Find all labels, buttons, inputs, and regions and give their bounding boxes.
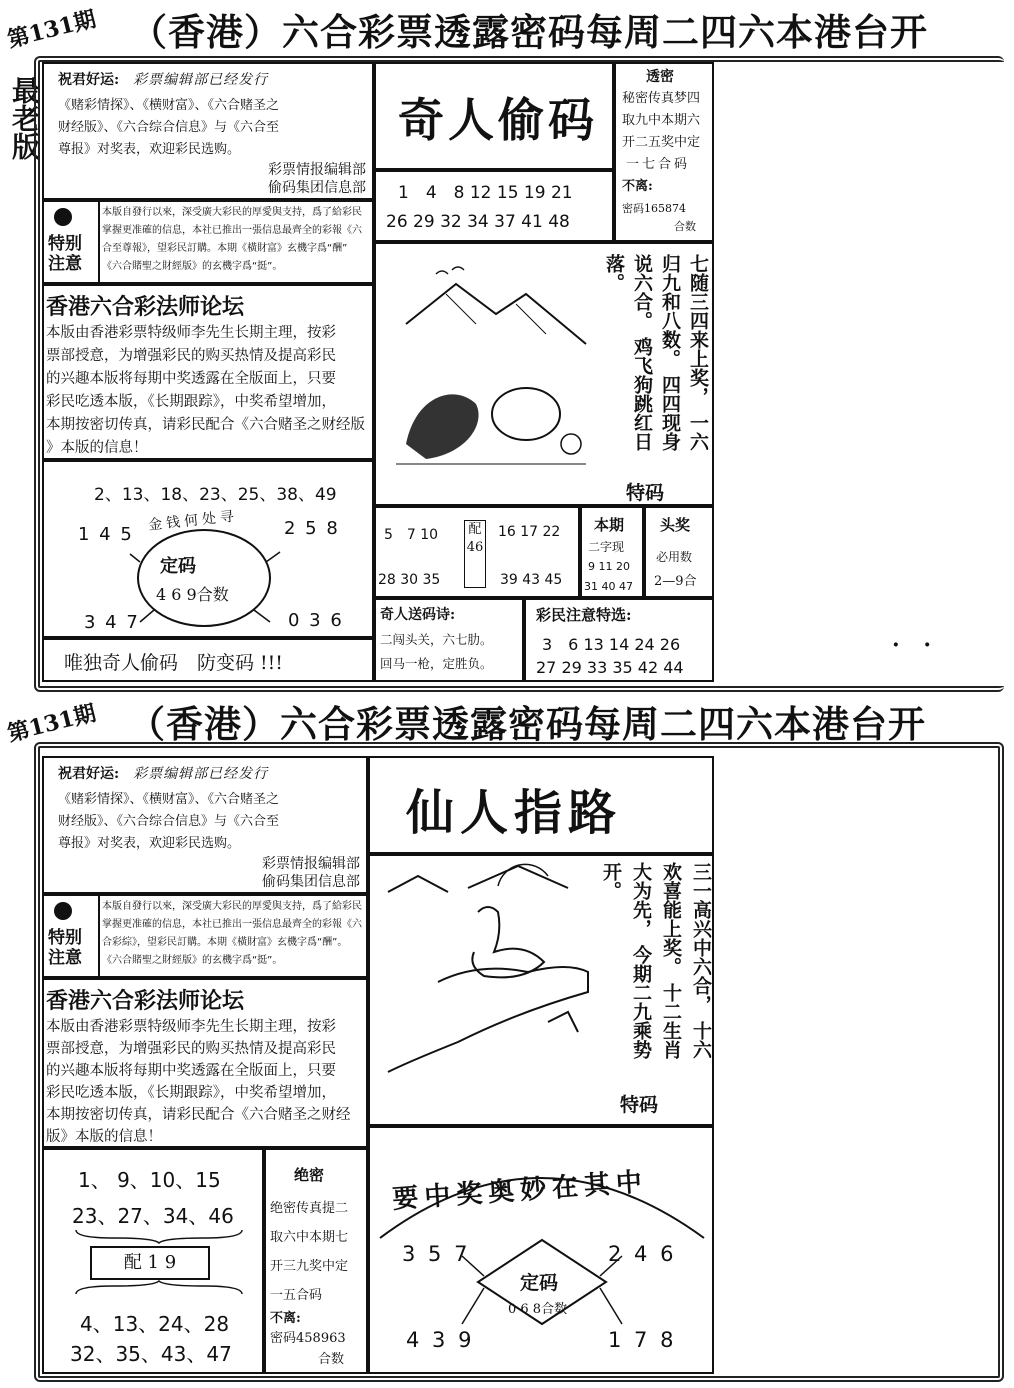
top-header: （香港）六合彩票透露密码每周二四六本港台开 [130,10,928,54]
dingma-bl: 4 3 9 [406,1328,475,1352]
forum-line: 彩民吃透本版，《长期跟踪》，中奖希望增加， [46,394,336,410]
dingma-tr: 2 5 8 [284,518,340,539]
benqi-nums: 31 40 47 [584,580,633,593]
jue-line: 密码458963 [270,1331,346,1346]
poem-line: 四四现身说六合。 [631,254,681,451]
dingma-arc: 金钱何处寻 [147,508,239,534]
greeting-signature: 偷码集团信息部 [262,874,360,890]
poem-line: 七随三四来上奖， [687,254,709,406]
notice-line: 掌握更准確的信息，本社已推出一張信息最齊全的彩報《六 [102,919,362,930]
jue-line: 绝密传真提二 [270,1201,349,1216]
notice-line: 《六合賭聖之財經版》的玄機字爲“挺”。 [102,261,283,272]
bottom-notice-box [42,894,368,978]
bomb-icon [54,902,72,920]
songma-title: 奇人送码诗: [380,607,456,623]
forum-title: 香港六合彩法师论坛 [46,988,245,1014]
bottom-poem-box [368,854,714,1126]
pei-box: 配 1 9 [90,1246,210,1280]
forum-line: 票部授意，为增强彩民的购买热情及提高彩民 [46,1041,336,1057]
pei-right: 39 43 45 [500,572,563,588]
slogan: 唯独奇人偷码 防变码 !!! [64,652,283,674]
bottom-forum-box [42,978,368,1148]
top-side-label: 最老版 [8,76,41,160]
dingma-br: 0 3 6 [288,610,344,631]
greeting-line: 尊报》对奖表，欢迎彩民选购。 [58,142,241,157]
greeting-line: 尊报》对奖表，欢迎彩民选购。 [58,836,241,851]
jue-line: 开三九奖中定 [270,1259,349,1274]
notice-line: 掌握更准確的信息，本社已推出一張信息最齊全的彩報《六 [102,225,362,236]
dingma-sub: 0 6 8合数 [508,1302,568,1317]
top-benqi-box [580,506,644,598]
bottom-issue: 第131期 [4,700,99,748]
top-forum-box [42,284,374,460]
notice-line: 合至尊報》，望彩民訂購。本期《橫財富》玄機字爲“酬” [102,243,348,254]
pei-left: 28 30 35 [378,572,441,588]
dingma-bl: 3 4 7 [84,612,140,633]
dingma-label: 定码 [160,556,196,577]
secret-line: 一七合码 [626,157,691,172]
bottom-header: （香港）六合彩票透露密码每周二四六本港台开 [128,702,926,746]
forum-line: 》本版的信息！ [46,440,148,456]
top-dingma-box [42,460,374,638]
notice-line: 合彩綜》，望彩民訂購。本期《橫財富》玄機字爲“酬”。 [102,937,348,948]
forum-title: 香港六合彩法师论坛 [46,294,245,320]
notice-label: 特别注意 [48,928,82,968]
top-songma-box [374,598,524,682]
bottom-dingma-box [368,1126,714,1374]
bottom-title-box [368,756,714,854]
arc-text: 要中奖奥妙在其中 [391,1167,649,1215]
dingma-tl: 3 5 7 [402,1242,471,1266]
greeting-lead: 彩票编辑部已经发行 [133,72,269,88]
greeting-lead: 彩票编辑部已经发行 [133,766,269,782]
greeting-line: 财经版》、《六合综合信息》与《六合至 [58,814,280,829]
num-row: 1、 9、10、15 [78,1168,221,1192]
benqi-nums: 9 11 20 [588,560,630,573]
dingma-br: 1 7 8 [608,1328,677,1352]
poem-line: 鸡飞狗跳红日落。 [603,254,653,451]
notice-line: 本版自發行以來，深受廣大彩民的厚愛與支持，爲了給彩民 [102,901,362,912]
dingma-label: 定码 [520,1272,559,1294]
greeting-signature: 彩票情报编辑部 [262,856,360,872]
notice-label: 特别注意 [48,234,82,274]
toujiang-title: 头奖 [660,516,691,534]
tema-label: 特码 [620,1094,659,1116]
forum-line: 本期按密切传真，请彩民配合《六合赌圣之财经版 [46,417,365,433]
toujiang-range: 2—9合 [654,574,697,589]
forum-line: 本版由香港彩票特级师李先生长期主理，按彩 [46,1019,336,1035]
secret-title: 透密 [646,69,674,85]
bomb-icon [54,208,72,226]
greeting-line: 《赌彩情探》、《横财富》、《六合赌圣之 [58,98,280,113]
pei-mid: 配46 [464,520,486,588]
secret-line: 密码165874 [622,202,686,215]
songma-line: 二闯头关，六七肋。 [380,632,493,647]
brace-icon [74,1280,244,1296]
greeting-signature: 彩票情报编辑部 [268,162,366,178]
forum-line: 的兴趣本版将每期中奖透露在全版面上，只要 [46,371,336,387]
top-dots: · · [892,632,939,658]
bottom-jue-box [264,1148,368,1374]
forum-line: 版》本版的信息！ [46,1129,162,1145]
greeting-signature: 偷码集团信息部 [268,180,366,196]
bottom-nums-box [42,1148,264,1374]
mountain-icon [386,254,596,474]
top-notice-box [42,200,374,284]
poem-line: 今期二九乘势开。 [600,862,652,1059]
top-secret-box [614,62,714,242]
dingma-row: 2、13、18、23、25、38、49 [94,485,337,505]
secret-line: 开二五奖中定 [622,135,701,150]
jue-line: 取六中本期七 [270,1230,349,1245]
num-row: 4、13、24、28 [80,1312,230,1336]
forum-line: 本期按密切传真，请彩民配合《六合赌圣之财经 [46,1107,351,1123]
forum-line: 的兴趣本版将每期中奖透露在全版面上，只要 [46,1063,336,1079]
benqi-title: 本期 [594,516,625,534]
poem-line: 一六归九和八数。 [659,254,709,451]
jue-line: 不离: [270,1311,301,1326]
top-special-box [524,598,714,682]
pei-right: 16 17 22 [498,524,561,540]
special-title: 彩民注意特选: [536,606,632,624]
brace-icon [74,1228,244,1244]
tema-label: 特码 [626,482,665,504]
secret-line: 秘密传真梦四 [622,91,701,106]
greeting-line: 《赌彩情探》、《横财富》、《六合赌圣之 [58,792,280,807]
poem-line: 十二生肖大为先， [630,862,682,1059]
special-nums: 27 29 33 35 42 44 [536,658,684,677]
notice-line: 本版自發行以來，深受廣大彩民的厚愛與支持，爲了給彩民 [102,207,362,218]
secret-line: 取九中本期六 [622,113,701,128]
top-toujiang-box [644,506,714,598]
swan-icon [378,862,598,1102]
forum-line: 本版由香港彩票特级师李先生长期主理，按彩 [46,325,336,341]
top-poem-box [374,242,714,506]
nums-row: 1 4 8 12 15 19 21 [398,183,573,203]
secret-line: 合数 [674,220,697,233]
top-nums-box [374,170,614,242]
title-qiren: 奇人偷码 [398,93,598,147]
top-pei-box [374,506,580,598]
forum-line: 彩民吃透本版，《长期跟踪》，中奖希望增加， [46,1085,336,1101]
num-row: 23、27、34、46 [72,1204,234,1228]
title-xianren: 仙人指路 [406,785,623,841]
greeting-title: 祝君好运: [58,766,120,782]
benqi-sub: 二字现 [588,540,625,554]
jue-title: 绝密 [294,1166,325,1184]
top-issue: 第131期 [4,6,99,54]
top-title-box [374,62,614,170]
poem-line: 三一高兴中六合， [690,862,712,1014]
top-greeting-box [42,62,374,200]
notice-line: 《六合賭聖之財經版》的玄機字爲“挺”。 [102,955,283,966]
forum-line: 票部授意，为增强彩民的购买热情及提高彩民 [46,348,336,364]
top-slogan-box [42,638,374,682]
toujiang-sub: 必用数 [656,550,693,564]
greeting-line: 财经版》、《六合综合信息》与《六合至 [58,120,280,135]
dingma-tr: 2 4 6 [608,1242,677,1266]
special-nums: 3 6 13 14 24 26 [542,635,681,654]
pei-left: 5 7 10 [384,527,439,543]
num-row: 32、35、43、47 [70,1342,232,1366]
songma-line: 回马一枪，定胜负。 [380,656,493,671]
dingma-sub: 4 6 9合数 [156,585,229,604]
secret-line: 不离: [622,179,653,194]
poem-line: 十六欢喜能上奖。 [660,862,712,1059]
greeting-title: 祝君好运: [58,72,120,88]
jue-line: 一五合码 [270,1288,323,1303]
jue-line: 合数 [318,1352,345,1367]
bottom-greeting-box [42,756,368,894]
nums-row: 26 29 32 34 37 41 48 [386,212,570,232]
dingma-tl: 1 4 5 [78,524,134,545]
